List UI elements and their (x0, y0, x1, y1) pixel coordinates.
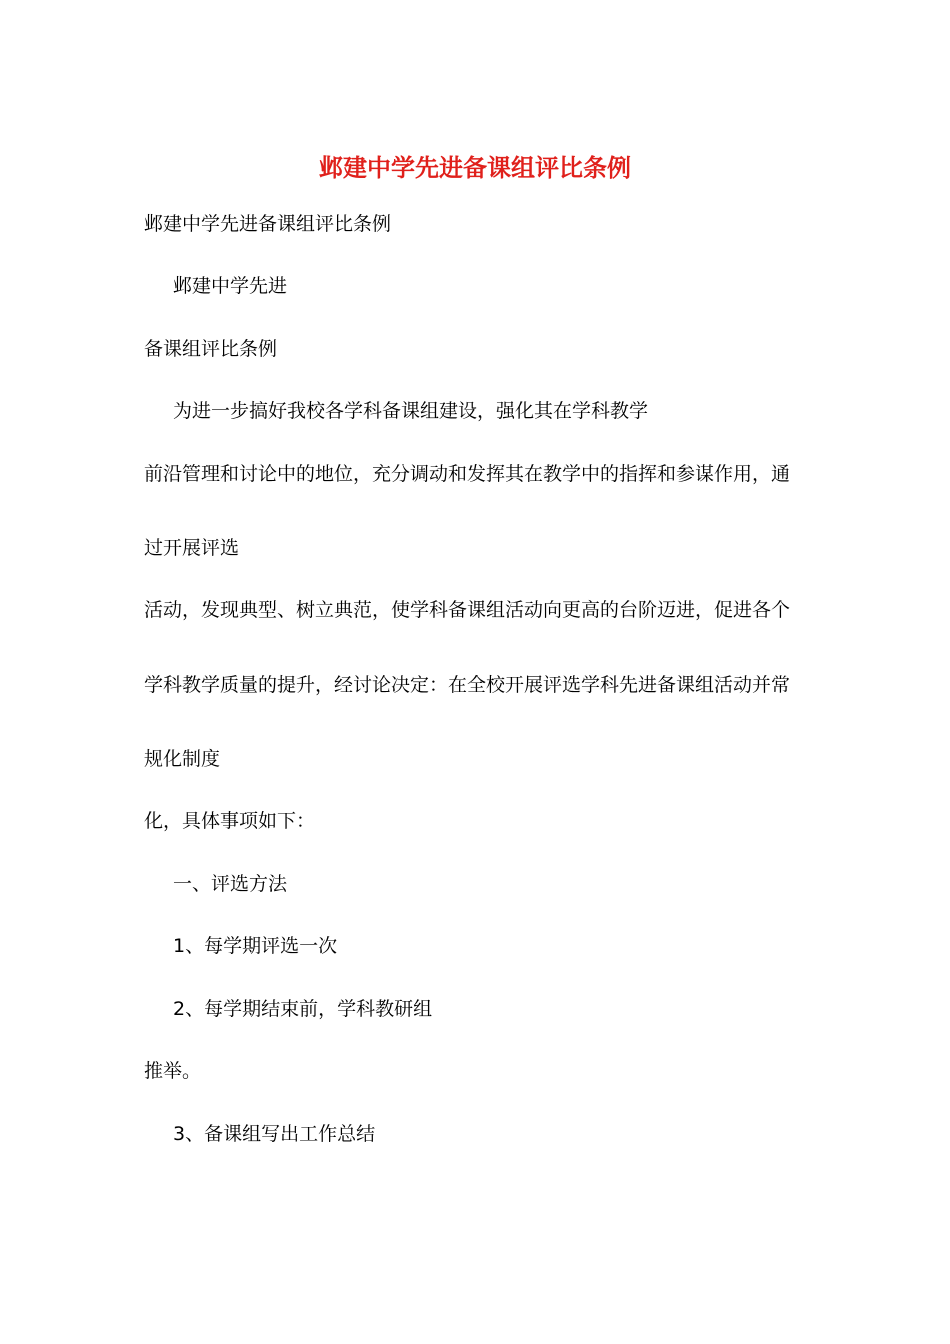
document-title: 邺建中学先进备课组评比条例 (319, 153, 631, 182)
paragraph-line: 推举。 (144, 1060, 202, 1082)
list-item: 2、每学期结束前，学科教研组 (173, 998, 433, 1020)
paragraph-line: 过开展评选 (144, 537, 240, 559)
paragraph-line: 化，具体事项如下： (144, 810, 316, 832)
paragraph-line: 为进一步搞好我校各学科备课组建设，强化其在学科教学 (173, 400, 649, 422)
paragraph-line: 备课组评比条例 (144, 338, 278, 360)
paragraph-line: 规化制度 (144, 748, 221, 770)
list-item: 1、每学期评选一次 (173, 935, 338, 957)
paragraph-line: 邺建中学先进 (173, 275, 288, 297)
paragraph-line: 学科教学质量的提升，经讨论决定：在全校开展评选学科先进备课组活动并常 (144, 674, 791, 696)
paragraph-line: 邺建中学先进备课组评比条例 (144, 213, 392, 235)
paragraph-line: 前沿管理和讨论中的地位，充分调动和发挥其在教学中的指挥和参谋作用，通 (144, 463, 791, 485)
section-heading: 一、评选方法 (173, 873, 288, 895)
paragraph-line: 活动，发现典型、树立典范，使学科备课组活动向更高的台阶迈进，促进各个 (144, 599, 791, 621)
list-item: 3、备课组写出工作总结 (173, 1123, 376, 1145)
